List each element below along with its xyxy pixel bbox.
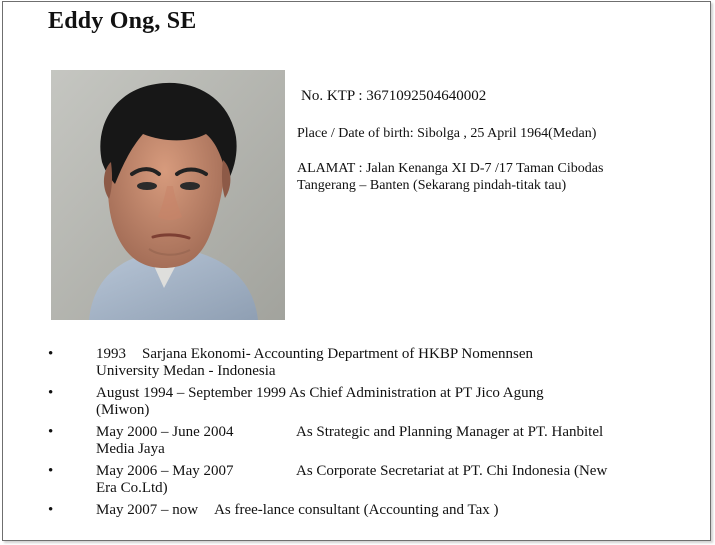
history-line (96, 346, 658, 363)
history-line-2: Media Jaya (96, 441, 165, 457)
portrait-icon (51, 70, 285, 320)
list-item (48, 502, 658, 519)
history-line (96, 463, 658, 480)
history-line (96, 502, 658, 519)
ktp-number: No. KTP : 3671092504640002 (301, 88, 487, 104)
history-line (96, 424, 658, 441)
history-line-2: Era Co.Ltd) (96, 480, 168, 496)
page-title: Eddy Ong, SE (48, 8, 197, 34)
bullet-icon: • (48, 502, 54, 518)
list-item (48, 424, 658, 458)
portrait-photo (51, 70, 285, 320)
bullet-icon: • (48, 385, 54, 401)
history-line-1: August 1994 – September 1999 As Chief Administration at PT Jico Agung (96, 385, 544, 401)
birth-info: Place / Date of birth: Sibolga , 25 April 1964(Medan) (297, 126, 597, 141)
history-line-1: As free-lance consultant (Accounting and Tax ) (214, 502, 499, 518)
history-line-1: As Strategic and Planning Manager at PT. Hanbitel (296, 424, 604, 440)
history-date: May 2000 – June 2004 (96, 424, 234, 440)
history-line-1: As Corporate Secretariat at PT. Chi Indonesia (New (296, 463, 608, 479)
career-history-list (48, 346, 658, 524)
list-item (48, 346, 658, 380)
list-item (48, 463, 658, 497)
address-line-1: ALAMAT : Jalan Kenanga XI D-7 /17 Taman Cibodas (297, 161, 604, 176)
bullet-icon: • (48, 424, 54, 440)
address-line-2: Tangerang – Banten (Sekarang pindah-titak tau) (297, 178, 567, 193)
history-date: 1993 (96, 346, 126, 362)
history-line-2: University Medan - Indonesia (96, 363, 276, 379)
address (297, 160, 603, 194)
bullet-icon: • (48, 463, 54, 479)
list-item (48, 385, 658, 419)
history-line-2: (Miwon) (96, 402, 150, 418)
history-date: May 2007 – now (96, 502, 199, 518)
history-date: May 2006 – May 2007 (96, 463, 234, 479)
bullet-icon: • (48, 346, 54, 362)
history-line-1: Sarjana Ekonomi- Accounting Department of HKBP Nomennsen (142, 346, 534, 362)
